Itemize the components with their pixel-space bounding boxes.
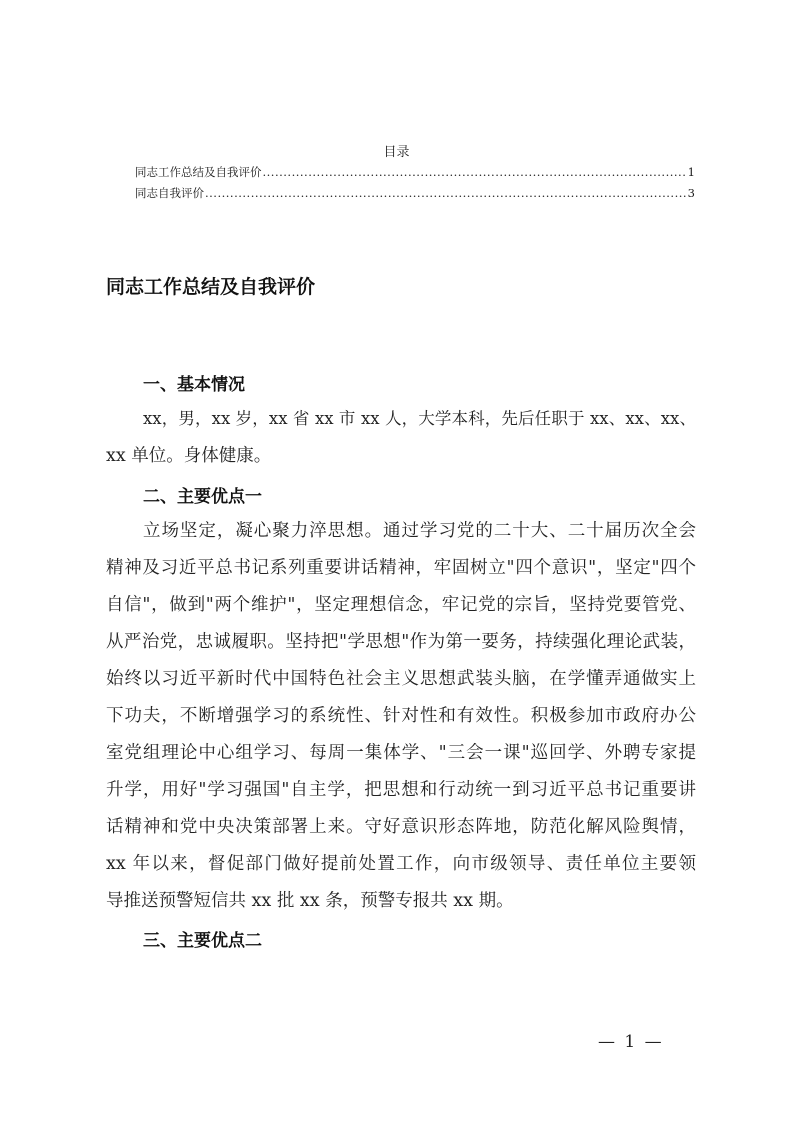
paragraph-line: xx 单位。身体健康。 bbox=[106, 446, 272, 466]
toc-entry[interactable] bbox=[135, 185, 695, 201]
paragraph-line: 下功夫，不断增强学习的系统性、针对性和有效性。积极参加市政府办公 bbox=[106, 706, 696, 726]
paragraph-line: 从严治党，忠诚履职。坚持把"学思想"作为第一要务，持续强化理论武装， bbox=[106, 632, 696, 652]
paragraph-line: 升学，用好"学习强国"自主学，把思想和行动统一到习近平总书记重要讲 bbox=[106, 780, 696, 800]
paragraph-line: 话精神和党中央决策部署上来。守好意识形态阵地，防范化解风险舆情， bbox=[106, 817, 696, 837]
paragraph-line: 自信"，做到"两个维护"，坚定理想信念，牢记党的宗旨，坚持党要管党、 bbox=[106, 595, 696, 615]
page-number: — 1 — bbox=[598, 1032, 664, 1052]
toc-entry-page: 1 bbox=[687, 165, 695, 179]
section-heading: 二、主要优点一 bbox=[143, 487, 262, 507]
document-title: 同志工作总结及自我评价 bbox=[106, 276, 316, 298]
toc-leader-dots bbox=[205, 186, 687, 200]
toc-leader-dots bbox=[263, 165, 687, 179]
paragraph-line: 室党组理论中心组学习、每周一集体学、"三会一课"巡回学、外聘专家提 bbox=[106, 743, 696, 763]
toc-entry-page: 3 bbox=[687, 186, 695, 200]
toc-title: 目录 bbox=[383, 145, 410, 160]
paragraph-line: xx 年以来，督促部门做好提前处置工作，向市级领导、责任单位主要领 bbox=[106, 854, 696, 874]
paragraph-line: 始终以习近平新时代中国特色社会主义思想武装头脑，在学懂弄通做实上 bbox=[106, 669, 696, 689]
toc-entry-label: 同志自我评价 bbox=[135, 186, 204, 200]
paragraph-line: 精神及习近平总书记系列重要讲话精神，牢固树立"四个意识"，坚定"四个 bbox=[106, 558, 696, 578]
toc-entry[interactable] bbox=[135, 164, 695, 180]
section-heading: 一、基本情况 bbox=[143, 375, 245, 395]
paragraph-line: xx，男，xx 岁，xx 省 xx 市 xx 人，大学本科，先后任职于 xx、xx、xx、 bbox=[143, 409, 696, 428]
toc-entry-label: 同志工作总结及自我评价 bbox=[135, 165, 262, 179]
section-heading: 三、主要优点二 bbox=[143, 931, 262, 951]
paragraph-line: 立场坚定，凝心聚力淬思想。通过学习党的二十大、二十届历次全会 bbox=[143, 521, 696, 541]
paragraph-line: 导推送预警短信共 xx 批 xx 条，预警专报共 xx 期。 bbox=[106, 891, 514, 911]
